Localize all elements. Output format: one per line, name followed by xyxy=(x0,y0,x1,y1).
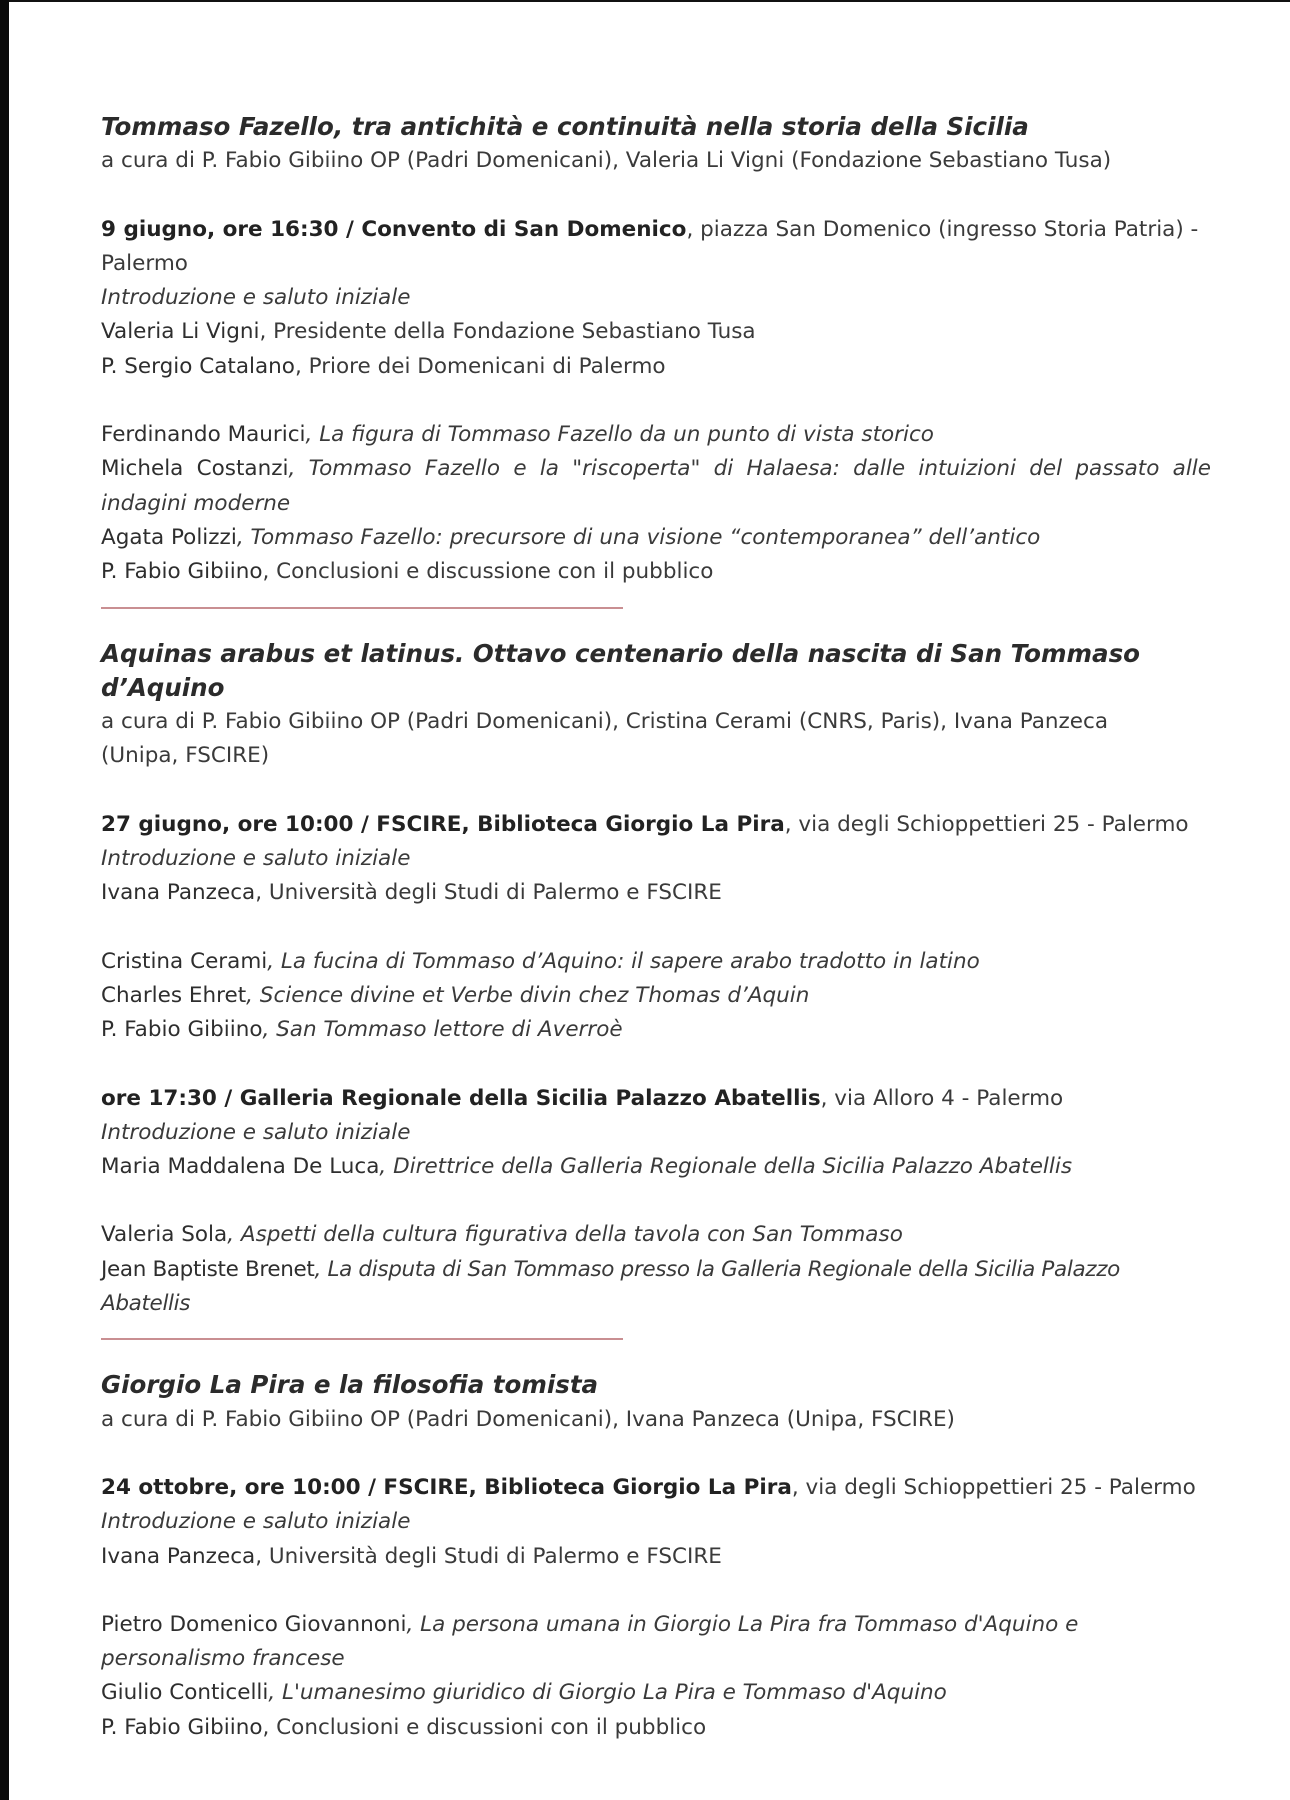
greeter-line xyxy=(101,876,1211,910)
closing-text: , Conclusioni e discussioni con il pubblico xyxy=(262,1714,707,1740)
top-border xyxy=(0,0,1290,2)
talk-title: , La figura di Tommaso Fazello da un punto di vista storico xyxy=(305,422,934,448)
speaker-name: P. Fabio Gibiino xyxy=(101,1017,263,1043)
greeter-line xyxy=(101,350,1211,384)
talk-title: , L'umanesimo giuridico di Giorgio La Pira e Tommaso d'Aquino xyxy=(268,1680,947,1706)
event-address: , via degli Schioppettieri 25 - Palermo xyxy=(791,1474,1196,1500)
event-date-venue: 9 giugno, ore 16:30 / Convento di San Domenico xyxy=(101,216,687,242)
talk-title: , Science divine et Verbe divin chez Thomas d’Aquin xyxy=(246,982,810,1008)
event-date-venue: 24 ottobre, ore 10:00 / FSCIRE, Biblioteca Giorgio La Pira xyxy=(101,1474,792,1500)
section-title: Aquinas arabus et latinus. Ottavo centenario della nascita di San Tommaso d’Aquino xyxy=(101,638,1140,702)
talk-line xyxy=(101,1676,1211,1710)
speaker-name: Cristina Cerami xyxy=(101,948,268,974)
event-line xyxy=(101,213,1211,282)
event-intro: Introduzione e saluto iniziale xyxy=(101,1119,411,1145)
talk-title: , Tommaso Fazello: precursore di una visione “contemporanea” dell’antico xyxy=(236,524,1041,550)
greeter-role: , Università degli Studi di Palermo e FSCIRE xyxy=(255,1543,722,1569)
speaker-name: Agata Polizzi xyxy=(101,524,237,550)
talk-title: , La persona umana in Giorgio La Pira fra Tommaso d'Aquino e xyxy=(406,1611,1079,1637)
section-curators: a cura di P. Fabio Gibiino OP (Padri Domenicani), Valeria Li Vigni (Fondazione Sebastiano Tusa) xyxy=(101,148,1112,174)
section-la-pira xyxy=(101,1368,1211,1745)
talk-line xyxy=(101,979,1211,1013)
talk-line xyxy=(101,1608,1211,1642)
section-title: Tommaso Fazello, tra antichità e continuità nella storia della Sicilia xyxy=(101,112,1029,141)
event-intro: Introduzione e saluto iniziale xyxy=(101,1509,411,1535)
section-title: Giorgio La Pira e la filosofia tomista xyxy=(101,1370,599,1400)
event-line xyxy=(101,808,1211,842)
section-divider xyxy=(101,607,623,609)
talk-title: , La disputa di San Tommaso presso la Galleria Regionale della Sicilia Palazzo Abatellis xyxy=(101,1256,1120,1317)
speaker-name: Charles Ehret xyxy=(101,982,247,1008)
talk-title: , Tommaso Fazello e la "riscoperta" di Halaesa: dalle intuizioni del passato alle indagini moderne xyxy=(101,456,1211,516)
section-aquinas xyxy=(101,637,1211,1341)
talk-line xyxy=(101,1218,1211,1252)
section-curators-cont: (Unipa, FSCIRE) xyxy=(101,743,270,769)
greeter-line xyxy=(101,1150,1211,1184)
speaker-name: Ferdinando Maurici xyxy=(101,422,306,448)
section-curators: a cura di P. Fabio Gibiino OP (Padri Domenicani), Cristina Cerami (CNRS, Paris), Ivana Panzeca xyxy=(101,709,1109,735)
closing-text: , Conclusioni e discussione con il pubblico xyxy=(262,559,714,585)
speaker-name: Michela Costanzi xyxy=(101,456,289,482)
event-address: , via Alloro 4 - Palermo xyxy=(820,1085,1064,1111)
left-border xyxy=(0,0,9,1800)
greeter-name: Ivana Panzeca xyxy=(101,1543,256,1569)
talk-line-cont xyxy=(101,1642,1211,1676)
speaker-name: Valeria Sola xyxy=(101,1222,228,1248)
event-address: , via degli Schioppettieri 25 - Palermo xyxy=(784,811,1189,837)
talk-line xyxy=(101,945,1211,979)
greeter-name: Valeria Li Vigni xyxy=(101,319,260,345)
speaker-name: Pietro Domenico Giovannoni xyxy=(101,1611,407,1637)
talk-title: , San Tommaso lettore di Averroè xyxy=(262,1017,623,1043)
talk-line xyxy=(101,1253,1211,1322)
talk-line xyxy=(101,1013,1211,1047)
closing-line xyxy=(101,555,1211,589)
greeter-name: Maria Maddalena De Luca xyxy=(101,1154,380,1180)
speaker-name: Giulio Conticelli xyxy=(101,1680,269,1706)
talk-line xyxy=(101,418,1211,452)
section-curators: a cura di P. Fabio Gibiino OP (Padri Domenicani), Ivana Panzeca (Unipa, FSCIRE) xyxy=(101,1406,955,1432)
greeter-name: Ivana Panzeca xyxy=(101,880,256,906)
event-time-venue: ore 17:30 / Galleria Regionale della Sicilia Palazzo Abatellis xyxy=(101,1085,821,1111)
event-address: , piazza San Domenico (ingresso Storia Patria) - Palermo xyxy=(101,216,1199,276)
section-divider xyxy=(101,1338,623,1340)
talk-line xyxy=(101,521,1211,555)
event-intro: Introduzione e saluto iniziale xyxy=(101,846,411,872)
speaker-name: Jean Baptiste Brenet xyxy=(101,1256,315,1282)
event-line xyxy=(101,1082,1211,1116)
talk-title-cont: personalismo francese xyxy=(101,1646,345,1672)
program-document xyxy=(101,110,1211,1745)
event-date-venue: 27 giugno, ore 10:00 / FSCIRE, Biblioteca Giorgio La Pira xyxy=(101,811,785,837)
greeter-role: , Università degli Studi di Palermo e FSCIRE xyxy=(255,880,722,906)
event-line xyxy=(101,1471,1211,1505)
greeter-line xyxy=(101,315,1211,349)
closing-line xyxy=(101,1711,1211,1745)
greeter-line xyxy=(101,1540,1211,1574)
speaker-name: P. Fabio Gibiino xyxy=(101,559,263,585)
event-intro: Introduzione e saluto iniziale xyxy=(101,285,411,311)
talk-title: , Aspetti della cultura figurativa della tavola con San Tommaso xyxy=(227,1222,903,1248)
greeter-role: , Priore dei Domenicani di Palermo xyxy=(294,353,666,379)
greeter-name: P. Sergio Catalano xyxy=(101,353,295,379)
greeter-role: , Presidente della Fondazione Sebastiano Tusa xyxy=(259,319,756,345)
speaker-name: P. Fabio Gibiino xyxy=(101,1714,263,1740)
talk-line xyxy=(101,452,1211,521)
talk-title: , La fucina di Tommaso d’Aquino: il sapere arabo tradotto in latino xyxy=(267,948,980,974)
greeter-role: , Direttrice della Galleria Regionale della Sicilia Palazzo Abatellis xyxy=(379,1154,1073,1180)
section-fazello xyxy=(101,110,1211,609)
